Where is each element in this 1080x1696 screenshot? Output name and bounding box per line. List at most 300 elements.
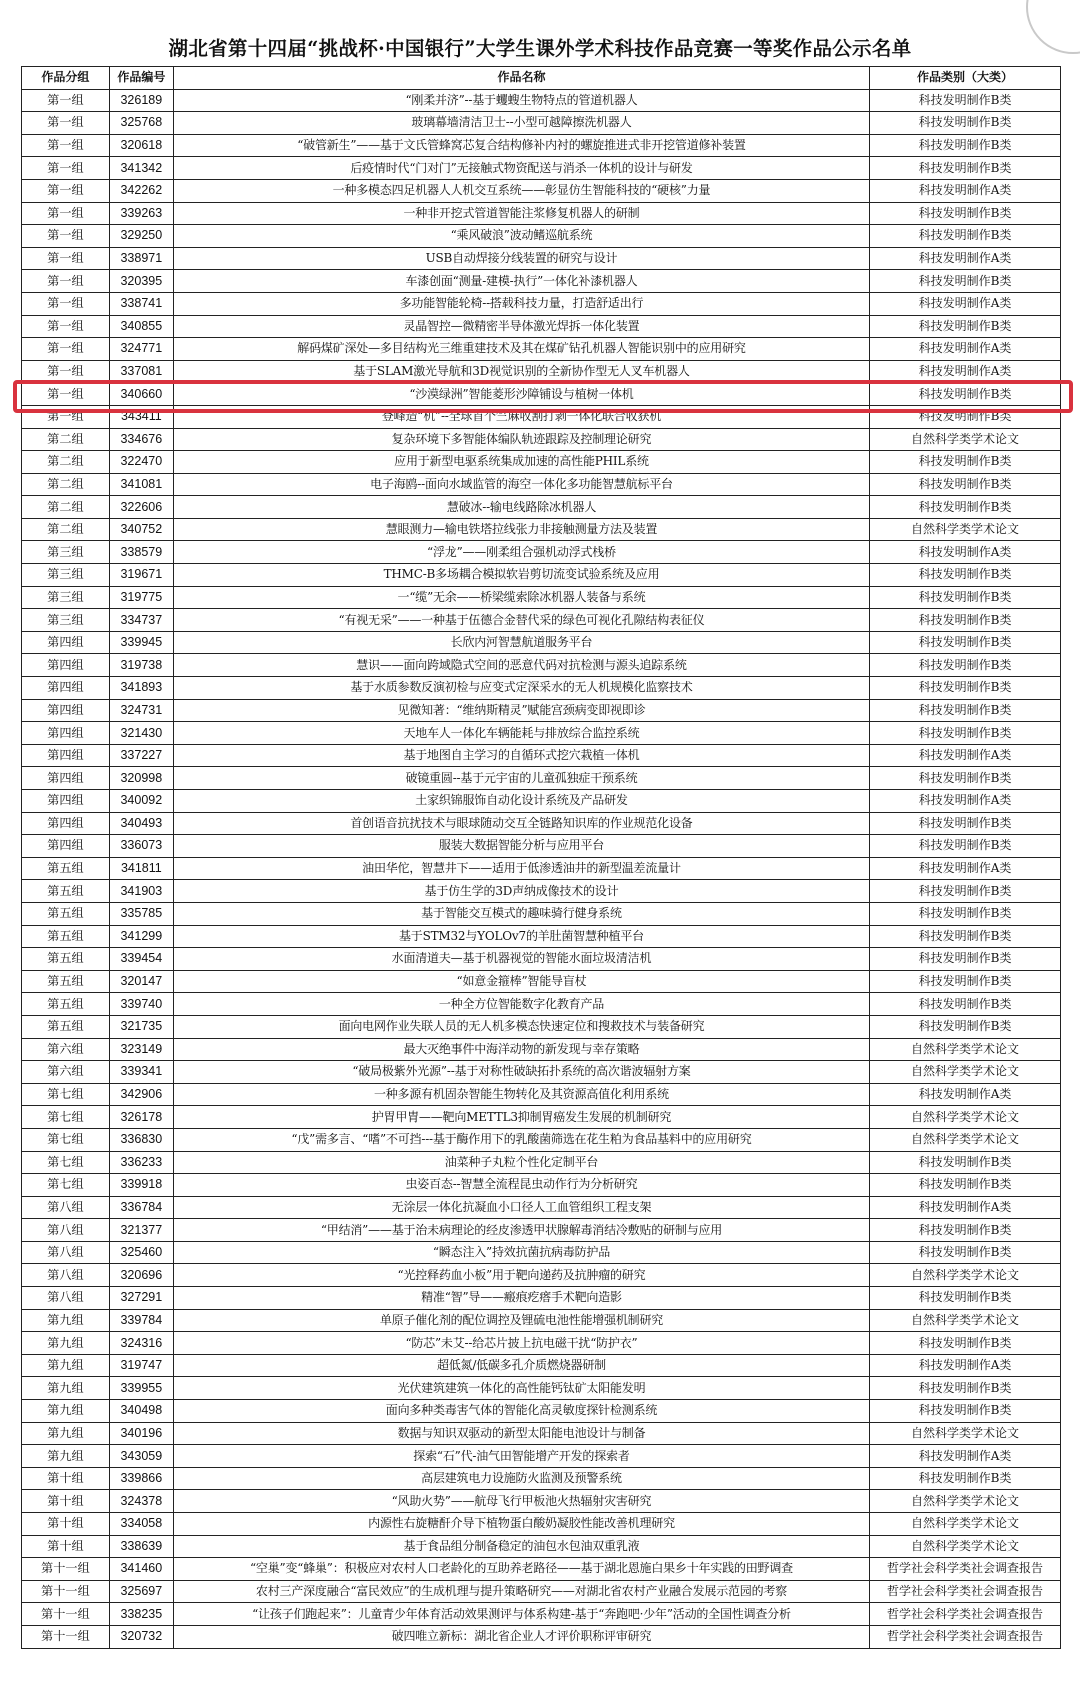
cell-name: 应用于新型电驱系统集成加速的高性能PHIL系统 (173, 451, 869, 474)
cell-id: 340196 (109, 1422, 173, 1445)
cell-name: 超低氮/低碳多孔介质燃烧器研制 (173, 1354, 869, 1377)
cell-name: 最大灭绝事件中海洋动物的新发现与幸存策略 (173, 1038, 869, 1061)
cell-id: 341342 (109, 157, 173, 180)
cell-category: 科技发明制作B类 (870, 1400, 1061, 1423)
cell-category: 科技发明制作B类 (870, 835, 1061, 858)
cell-group: 第一组 (22, 247, 110, 270)
table-row (22, 112, 1061, 135)
cell-name: 探索“石”代-油气田智能增产开发的探索者 (173, 1445, 869, 1468)
cell-group: 第四组 (22, 835, 110, 858)
cell-category: 自然科学类学术论文 (870, 1264, 1061, 1287)
cell-id: 343059 (109, 1445, 173, 1468)
cell-group: 第五组 (22, 925, 110, 948)
cell-id: 341081 (109, 473, 173, 496)
cell-category: 科技发明制作B类 (870, 225, 1061, 248)
cell-id: 338741 (109, 292, 173, 315)
cell-name: “破管新生”——基于文氏管蜂窝芯复合结构修补内衬的螺旋推进式非开挖管道修补装置 (173, 134, 869, 157)
cell-name: 内源性右旋糖酐介导下植物蛋白酸奶凝胶性能改善机理研究 (173, 1513, 869, 1536)
cell-category: 科技发明制作B类 (870, 1174, 1061, 1197)
cell-id: 319775 (109, 586, 173, 609)
cell-id: 339918 (109, 1174, 173, 1197)
cell-id: 342906 (109, 1083, 173, 1106)
cell-group: 第一组 (22, 157, 110, 180)
cell-id: 334676 (109, 428, 173, 451)
table-row (22, 1354, 1061, 1377)
table-row (22, 835, 1061, 858)
cell-id: 327291 (109, 1287, 173, 1310)
cell-category: 科技发明制作A类 (870, 541, 1061, 564)
header-name: 作品名称 (173, 67, 869, 90)
table-row (22, 451, 1061, 474)
cell-name: USB自动焊接分线装置的研究与设计 (173, 247, 869, 270)
cell-category: 自然科学类学术论文 (870, 1422, 1061, 1445)
table-row (22, 1513, 1061, 1536)
cell-group: 第一组 (22, 134, 110, 157)
cell-category: 自然科学类学术论文 (870, 1061, 1061, 1084)
cell-category: 自然科学类学术论文 (870, 1513, 1061, 1536)
cell-name: 面向多种类毒害气体的智能化高灵敏度探针检测系统 (173, 1400, 869, 1423)
cell-id: 334058 (109, 1513, 173, 1536)
cell-category: 哲学社会科学类社会调查报告 (870, 1580, 1061, 1603)
cell-name: 电子海鸥--面向水域监管的海空一体化多功能智慧航标平台 (173, 473, 869, 496)
table-row (22, 1400, 1061, 1423)
table-row (22, 1309, 1061, 1332)
highlight-box (13, 380, 1073, 413)
cell-group: 第五组 (22, 948, 110, 971)
cell-name: 灵晶智控—微精密半导体激光焊拆一体化装置 (173, 315, 869, 338)
table-row (22, 315, 1061, 338)
cell-name: “破局极紫外光源”--基于对称性破缺拓扑系统的高次谐波辐射方案 (173, 1061, 869, 1084)
cell-id: 342262 (109, 179, 173, 202)
cell-id: 335785 (109, 902, 173, 925)
cell-category: 科技发明制作A类 (870, 360, 1061, 383)
cell-category: 自然科学类学术论文 (870, 1106, 1061, 1129)
table-row (22, 609, 1061, 632)
cell-group: 第九组 (22, 1400, 110, 1423)
cell-name: “甲结消”——基于治未病理论的经皮渗透甲状腺解毒消结冷敷贴的研制与应用 (173, 1219, 869, 1242)
cell-id: 338579 (109, 541, 173, 564)
cell-id: 326178 (109, 1106, 173, 1129)
cell-category: 自然科学类学术论文 (870, 1309, 1061, 1332)
cell-group: 第十组 (22, 1513, 110, 1536)
cell-id: 337227 (109, 744, 173, 767)
table-row (22, 1106, 1061, 1129)
cell-id: 320696 (109, 1264, 173, 1287)
cell-group: 第二组 (22, 518, 110, 541)
table-row (22, 677, 1061, 700)
cell-category: 科技发明制作B类 (870, 564, 1061, 587)
cell-id: 341811 (109, 857, 173, 880)
cell-name: “如意金箍棒”智能导盲杖 (173, 970, 869, 993)
table-row (22, 1241, 1061, 1264)
cell-category: 科技发明制作B类 (870, 270, 1061, 293)
header-category: 作品类别（大类） (870, 67, 1061, 90)
cell-id: 339263 (109, 202, 173, 225)
table-row (22, 1603, 1061, 1626)
cell-name: 一种全方位智能数字化教育产品 (173, 993, 869, 1016)
cell-name: 基于智能交互模式的趣味骑行健身系统 (173, 902, 869, 925)
cell-group: 第八组 (22, 1287, 110, 1310)
cell-name: 油田华佗，智慧井下——适用于低渗透油井的新型温差流量计 (173, 857, 869, 880)
cell-group: 第四组 (22, 722, 110, 745)
cell-id: 338971 (109, 247, 173, 270)
cell-category: 自然科学类学术论文 (870, 518, 1061, 541)
cell-id: 339784 (109, 1309, 173, 1332)
cell-name: 基于食品组分制备稳定的油包水包油双重乳液 (173, 1535, 869, 1558)
cell-id: 325460 (109, 1241, 173, 1264)
cell-id: 320618 (109, 134, 173, 157)
cell-group: 第十组 (22, 1467, 110, 1490)
table-row (22, 902, 1061, 925)
cell-group: 第三组 (22, 564, 110, 587)
cell-name: “空巢”变“蜂巢”：积极应对农村人口老龄化的互助养老路径——基于湖北恩施白果乡十年实践的田野调查 (173, 1558, 869, 1581)
cell-group: 第六组 (22, 1038, 110, 1061)
cell-id: 325768 (109, 112, 173, 135)
cell-group: 第九组 (22, 1422, 110, 1445)
table-row (22, 270, 1061, 293)
cell-category: 科技发明制作B类 (870, 134, 1061, 157)
cell-group: 第七组 (22, 1128, 110, 1151)
cell-category: 科技发明制作B类 (870, 993, 1061, 1016)
cell-id: 324731 (109, 699, 173, 722)
cell-name: 服装大数据智能分析与应用平台 (173, 835, 869, 858)
table-row (22, 925, 1061, 948)
cell-name: 多功能智能轮椅--搭载科技力量，打造舒适出行 (173, 292, 869, 315)
cell-category: 科技发明制作A类 (870, 744, 1061, 767)
cell-group: 第六组 (22, 1061, 110, 1084)
cell-name: 天地车人一体化车辆能耗与排放综合监控系统 (173, 722, 869, 745)
table-row (22, 812, 1061, 835)
table-row (22, 225, 1061, 248)
table-row (22, 338, 1061, 361)
cell-category: 科技发明制作A类 (870, 1083, 1061, 1106)
cell-category: 科技发明制作B类 (870, 609, 1061, 632)
cell-category: 科技发明制作A类 (870, 179, 1061, 202)
cell-category: 哲学社会科学类社会调查报告 (870, 1625, 1061, 1648)
cell-category: 科技发明制作B类 (870, 880, 1061, 903)
cell-category: 科技发明制作B类 (870, 473, 1061, 496)
table-row (22, 790, 1061, 813)
cell-name: 精准“智”导——瘢痕疙瘩手术靶向造影 (173, 1287, 869, 1310)
cell-id: 319738 (109, 654, 173, 677)
cell-name: 水面清道夫—基于机器视觉的智能水面垃圾清洁机 (173, 948, 869, 971)
cell-name: “风助火势”——航母飞行甲板池火热辐射灾害研究 (173, 1490, 869, 1513)
table-row (22, 518, 1061, 541)
cell-group: 第一组 (22, 270, 110, 293)
cell-category: 科技发明制作B类 (870, 654, 1061, 677)
table-row (22, 948, 1061, 971)
cell-group: 第一组 (22, 383, 110, 406)
cell-id: 334737 (109, 609, 173, 632)
table-row (22, 631, 1061, 654)
cell-name: 见微知著：“维纳斯精灵”赋能宫颈病变即视即诊 (173, 699, 869, 722)
cell-group: 第四组 (22, 677, 110, 700)
cell-id: 341893 (109, 677, 173, 700)
cell-group: 第四组 (22, 744, 110, 767)
cell-id: 319671 (109, 564, 173, 587)
cell-category: 自然科学类学术论文 (870, 1490, 1061, 1513)
cell-category: 自然科学类学术论文 (870, 1128, 1061, 1151)
cell-category: 科技发明制作B类 (870, 89, 1061, 112)
cell-group: 第四组 (22, 767, 110, 790)
cell-category: 科技发明制作B类 (870, 767, 1061, 790)
cell-name: 基于STM32与YOLOv7的羊肚菌智慧种植平台 (173, 925, 869, 948)
cell-category: 科技发明制作B类 (870, 1287, 1061, 1310)
cell-group: 第八组 (22, 1241, 110, 1264)
cell-category: 科技发明制作A类 (870, 292, 1061, 315)
table-row (22, 1219, 1061, 1242)
table-row (22, 1038, 1061, 1061)
cell-group: 第二组 (22, 496, 110, 519)
table-row (22, 1083, 1061, 1106)
cell-id: 341460 (109, 1558, 173, 1581)
cell-group: 第八组 (22, 1196, 110, 1219)
cell-id: 338639 (109, 1535, 173, 1558)
cell-name: 登峰造“机”--全球首个竺麻收割打剥一体化联合收获机 (173, 405, 869, 428)
cell-category: 科技发明制作B类 (870, 1332, 1061, 1355)
cell-id: 339866 (109, 1467, 173, 1490)
table-row (22, 857, 1061, 880)
table-row (22, 767, 1061, 790)
cell-group: 第九组 (22, 1354, 110, 1377)
cell-group: 第四组 (22, 654, 110, 677)
cell-group: 第九组 (22, 1377, 110, 1400)
cell-name: 长欣内河智慧航道服务平台 (173, 631, 869, 654)
cell-category: 自然科学类学术论文 (870, 1038, 1061, 1061)
cell-group: 第三组 (22, 541, 110, 564)
table-row (22, 1558, 1061, 1581)
table-row (22, 1580, 1061, 1603)
cell-group: 第五组 (22, 1015, 110, 1038)
table-row (22, 1015, 1061, 1038)
cell-category: 自然科学类学术论文 (870, 428, 1061, 451)
table-row (22, 202, 1061, 225)
cell-category: 科技发明制作B类 (870, 677, 1061, 700)
cell-id: 339955 (109, 1377, 173, 1400)
cell-id: 324771 (109, 338, 173, 361)
cell-group: 第五组 (22, 970, 110, 993)
table-row (22, 654, 1061, 677)
table-row (22, 89, 1061, 112)
cell-name: 土家织锦服饰自动化设计系统及产品研发 (173, 790, 869, 813)
cell-group: 第二组 (22, 473, 110, 496)
cell-name: 光伏建筑建筑一体化的高性能钙钛矿太阳能发明 (173, 1377, 869, 1400)
table-row (22, 1467, 1061, 1490)
cell-name: 护胃甲胄——靶向METTL3抑制胃癌发生发展的机制研究 (173, 1106, 869, 1129)
table-row (22, 699, 1061, 722)
table-row (22, 247, 1061, 270)
cell-group: 第五组 (22, 902, 110, 925)
cell-name: 农村三产深度融合“富民效应”的生成机理与提升策略研究——对湖北省农村产业融合发展示范园的考察 (173, 1580, 869, 1603)
table-body (22, 89, 1061, 1648)
cell-group: 第十一组 (22, 1603, 110, 1626)
table-row (22, 1535, 1061, 1558)
cell-id: 320147 (109, 970, 173, 993)
cell-name: 面向电网作业失联人员的无人机多模态快速定位和搜救技术与装备研究 (173, 1015, 869, 1038)
cell-group: 第十组 (22, 1490, 110, 1513)
table-row (22, 179, 1061, 202)
cell-id: 321735 (109, 1015, 173, 1038)
cell-id: 336233 (109, 1151, 173, 1174)
cell-id: 340855 (109, 315, 173, 338)
table-row (22, 586, 1061, 609)
cell-group: 第八组 (22, 1219, 110, 1242)
cell-name: “让孩子们跑起来”：儿童青少年体育活动效果测评与体系构建-基于“奔跑吧·少年”活动的全国性调查分析 (173, 1603, 869, 1626)
cell-group: 第五组 (22, 993, 110, 1016)
cell-name: “沙漠绿洲”智能菱形沙障铺设与植树一体机 (173, 383, 869, 406)
cell-category: 自然科学类学术论文 (870, 1535, 1061, 1558)
cell-group: 第四组 (22, 790, 110, 813)
cell-group: 第四组 (22, 812, 110, 835)
cell-category: 科技发明制作A类 (870, 857, 1061, 880)
cell-name: “乘风破浪”波动鳍巡航系统 (173, 225, 869, 248)
cell-group: 第一组 (22, 202, 110, 225)
table-row (22, 1332, 1061, 1355)
cell-group: 第一组 (22, 315, 110, 338)
cell-category: 科技发明制作B类 (870, 405, 1061, 428)
cell-name: 一种非开挖式管道智能注浆修复机器人的研制 (173, 202, 869, 225)
table-row (22, 1287, 1061, 1310)
cell-id: 339740 (109, 993, 173, 1016)
cell-group: 第七组 (22, 1106, 110, 1129)
header-id: 作品编号 (109, 67, 173, 90)
cell-id: 324316 (109, 1332, 173, 1355)
table-row (22, 1061, 1061, 1084)
cell-category: 哲学社会科学类社会调查报告 (870, 1603, 1061, 1626)
table-row (22, 428, 1061, 451)
cell-group: 第一组 (22, 89, 110, 112)
cell-id: 329250 (109, 225, 173, 248)
table-row (22, 970, 1061, 993)
cell-name: 基于水质参数反演初检与应变式定深采水的无人机规模化监察技术 (173, 677, 869, 700)
cell-name: 一种多源有机固杂智能生物转化及其资源高值化利用系统 (173, 1083, 869, 1106)
cell-category: 科技发明制作A类 (870, 790, 1061, 813)
cell-id: 341299 (109, 925, 173, 948)
cell-group: 第十组 (22, 1535, 110, 1558)
cell-category: 科技发明制作B类 (870, 948, 1061, 971)
cell-id: 340092 (109, 790, 173, 813)
cell-group: 第五组 (22, 880, 110, 903)
table-row (22, 722, 1061, 745)
cell-id: 321430 (109, 722, 173, 745)
cell-name: 基于仿生学的3D声纳成像技术的设计 (173, 880, 869, 903)
table-row (22, 1128, 1061, 1151)
cell-id: 323149 (109, 1038, 173, 1061)
table-row (22, 157, 1061, 180)
cell-category: 科技发明制作B类 (870, 970, 1061, 993)
cell-id: 340498 (109, 1400, 173, 1423)
award-list-table (21, 66, 1061, 1649)
cell-category: 科技发明制作B类 (870, 1241, 1061, 1264)
cell-name: “有视无采”——一种基于伍德合金替代采的绿色可视化孔隙结构表征仪 (173, 609, 869, 632)
cell-category: 科技发明制作B类 (870, 722, 1061, 745)
cell-group: 第十一组 (22, 1625, 110, 1648)
cell-group: 第七组 (22, 1151, 110, 1174)
cell-name: 破四唯立新标：湖北省企业人才评价职称评审研究 (173, 1625, 869, 1648)
cell-name: 首创语音抗扰技术与眼球随动交互全链路知识库的作业规范化设备 (173, 812, 869, 835)
cell-name: 虫姿百态--智慧全流程昆虫动作行为分析研究 (173, 1174, 869, 1197)
cell-id: 338235 (109, 1603, 173, 1626)
cell-group: 第二组 (22, 428, 110, 451)
cell-id: 343411 (109, 405, 173, 428)
cell-id: 325697 (109, 1580, 173, 1603)
cell-name: 慧破冰--输电线路除冰机器人 (173, 496, 869, 519)
cell-name: 玻璃幕墙清洁卫士--小型可越障擦洗机器人 (173, 112, 869, 135)
cell-id: 339341 (109, 1061, 173, 1084)
cell-id: 340493 (109, 812, 173, 835)
cell-group: 第一组 (22, 112, 110, 135)
cell-id: 322470 (109, 451, 173, 474)
table-row (22, 1490, 1061, 1513)
table-row (22, 744, 1061, 767)
cell-id: 340660 (109, 383, 173, 406)
cell-name: 基于SLAM激光导航和3D视觉识别的全新协作型无人叉车机器人 (173, 360, 869, 383)
cell-category: 科技发明制作B类 (870, 202, 1061, 225)
header-group: 作品分组 (22, 67, 110, 90)
cell-id: 339454 (109, 948, 173, 971)
cell-id: 336784 (109, 1196, 173, 1219)
cell-group: 第四组 (22, 699, 110, 722)
cell-group: 第一组 (22, 338, 110, 361)
cell-group: 第一组 (22, 360, 110, 383)
cell-category: 科技发明制作A类 (870, 1445, 1061, 1468)
cell-id: 336073 (109, 835, 173, 858)
cell-name: 慧识——面向跨域隐式空间的恶意代码对抗检测与源头追踪系统 (173, 654, 869, 677)
cell-group: 第十一组 (22, 1580, 110, 1603)
table-row (22, 993, 1061, 1016)
table-row (22, 1422, 1061, 1445)
cell-category: 哲学社会科学类社会调查报告 (870, 1558, 1061, 1581)
cell-name: “刚柔并济”--基于蠼螋生物特点的管道机器人 (173, 89, 869, 112)
table-row (22, 880, 1061, 903)
cell-name: “光控释药血小板”用于靶向递药及抗肿瘤的研究 (173, 1264, 869, 1287)
cell-group: 第九组 (22, 1445, 110, 1468)
table-row (22, 496, 1061, 519)
cell-id: 340752 (109, 518, 173, 541)
cell-category: 科技发明制作B类 (870, 699, 1061, 722)
cell-name: 单原子催化剂的配位调控及锂硫电池性能增强机制研究 (173, 1309, 869, 1332)
table-row (22, 1174, 1061, 1197)
cell-category: 科技发明制作B类 (870, 1015, 1061, 1038)
cell-name: 高层建筑电力设施防火监测及预警系统 (173, 1467, 869, 1490)
cell-name: 后疫情时代“门对门”无接触式物资配送与消杀一体机的设计与研发 (173, 157, 869, 180)
cell-name: 无涂层一体化抗凝血小口径人工血管组织工程支架 (173, 1196, 869, 1219)
cell-category: 科技发明制作A类 (870, 338, 1061, 361)
cell-id: 320998 (109, 767, 173, 790)
cell-group: 第一组 (22, 292, 110, 315)
cell-category: 科技发明制作B类 (870, 157, 1061, 180)
cell-category: 科技发明制作B类 (870, 112, 1061, 135)
table-row (22, 1445, 1061, 1468)
cell-name: “戊”需多言、“嗜”不可挡---基于酶作用下的乳酸菌筛选在花生粕为食品基料中的应用研究 (173, 1128, 869, 1151)
cell-category: 科技发明制作B类 (870, 1151, 1061, 1174)
cell-id: 319747 (109, 1354, 173, 1377)
table-row (22, 473, 1061, 496)
cell-name: 一“缆”无余——桥梁缆索除冰机器人装备与系统 (173, 586, 869, 609)
table-row (22, 1377, 1061, 1400)
cell-name: “防芯”未艾--给芯片披上抗电磁干扰“防护衣” (173, 1332, 869, 1355)
cell-name: 复杂环境下多智能体编队轨迹跟踪及控制理论研究 (173, 428, 869, 451)
cell-category: 科技发明制作B类 (870, 1467, 1061, 1490)
cell-name: “瞬态注入”持效抗菌抗病毒防护品 (173, 1241, 869, 1264)
cell-category: 科技发明制作B类 (870, 902, 1061, 925)
cell-category: 科技发明制作B类 (870, 383, 1061, 406)
cell-group: 第一组 (22, 405, 110, 428)
cell-id: 320395 (109, 270, 173, 293)
cell-name: “浮龙”——刚柔组合强机动浮式栈桥 (173, 541, 869, 564)
cell-id: 320732 (109, 1625, 173, 1648)
table-row (22, 134, 1061, 157)
